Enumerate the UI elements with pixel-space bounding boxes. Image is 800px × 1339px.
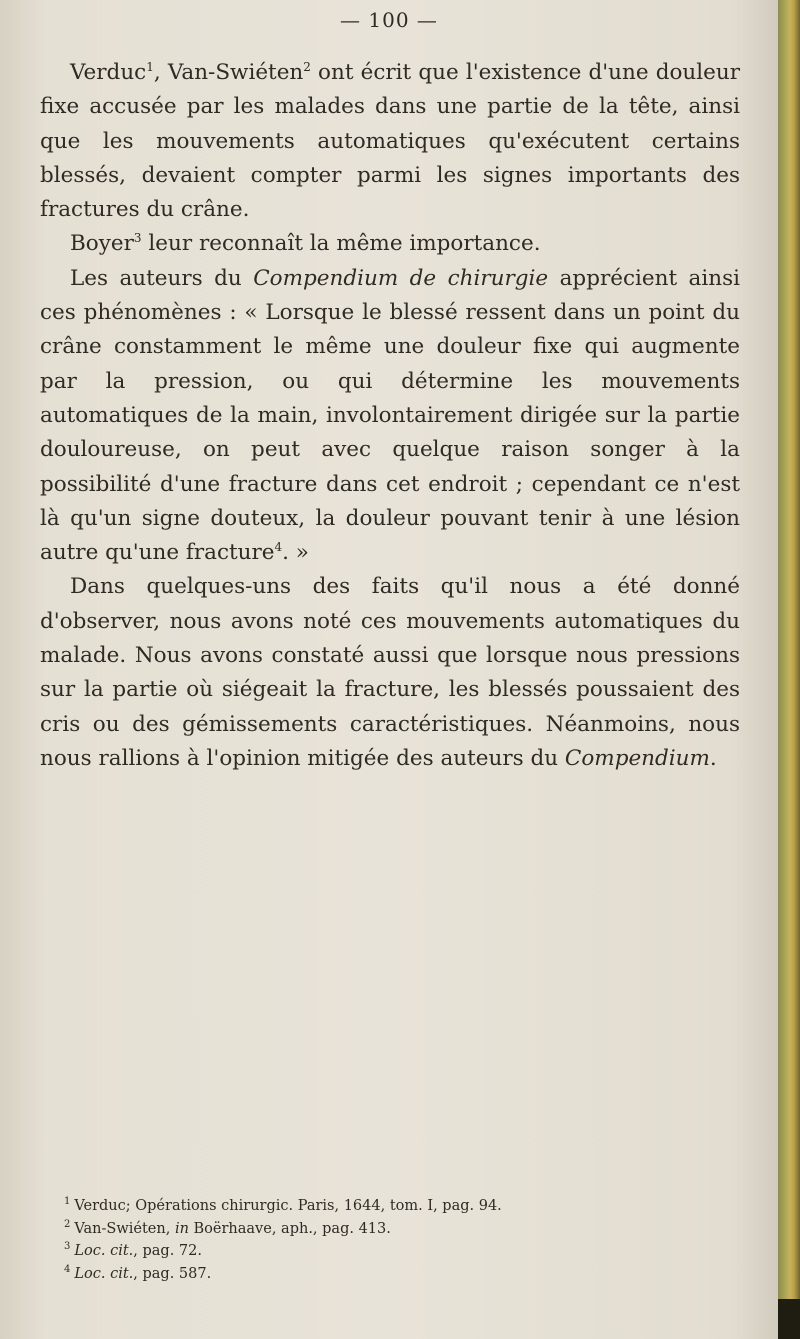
footnote (64, 1240, 740, 1263)
footnote-ref: 2 (303, 59, 311, 74)
footnote-number: 2 (64, 1218, 71, 1230)
text-run: . (709, 745, 717, 771)
footnote-number: 1 (64, 1196, 71, 1208)
text-run: apprécient ainsi ces phénomènes : « Lorsque le blessé ressent dans un point du crâne constamment le même une douleur fixe qui augmente par la pression, ou qui détermine les mouvements automatiques de la main, involontairement dirigée sur la partie douloureuse, on peut avec quelque raison songer à la possibilité d'une fracture dans cet endroit ; cependant ce n'est là qu'un signe douteux, la douleur pouvant tenir à une lésion autre qu'une fracture (40, 265, 740, 566)
italic-text: Compendium (564, 745, 710, 771)
body-text (40, 56, 740, 776)
text-run: . » (282, 540, 309, 566)
text-run: Boërhaave, aph., pag. 413. (188, 1220, 391, 1237)
footnote-ref: 1 (146, 59, 154, 74)
paragraph (40, 56, 740, 227)
footnotes (64, 1195, 740, 1285)
text-run: Verduc (70, 60, 147, 85)
italic-text: in (174, 1220, 189, 1237)
italic-text: Compendium de chirurgie (253, 265, 549, 291)
text-run: leur reconnaît la même importance. (141, 231, 541, 257)
page-number: — 100 — (340, 8, 438, 32)
text-run: ont écrit que l'existence d'une douleur fixe accusée par les malades dans une partie de la tête, ainsi que les mouvements automatiques qu'exécutent certains blessés, devaient compter parmi les signes importants des fractures du crâne. (40, 60, 740, 223)
text-run: Les auteurs du (70, 265, 254, 291)
paragraph (40, 227, 740, 261)
paragraph (40, 570, 740, 776)
footnote-text (74, 1266, 211, 1282)
text-run: Boyer (70, 231, 134, 257)
footnote-ref: 4 (274, 540, 283, 554)
text-run: Verduc; Opérations chirurgic. Paris, 1644, tom. I, pag. 94. (74, 1198, 502, 1214)
italic-text: Loc. cit. (74, 1243, 134, 1259)
text-run: Dans quelques-uns des faits qu'il nous a été donné d'observer, nous avons noté ces mouvements automatiques du malade. Nous avons constaté aussi que lorsque nous pressions sur la partie où siégeait la fracture, les blessés poussaient des cris ou des gémissements caractéristiques. Néanmoins, nous nous rallions à l'opinion mitigée des auteurs du (40, 574, 740, 771)
italic-text: Loc. cit. (74, 1265, 134, 1282)
footnote (64, 1195, 740, 1218)
footnote-number: 3 (64, 1241, 71, 1253)
text-run: , pag. 72. (133, 1243, 202, 1259)
footnote (64, 1263, 740, 1286)
footnote-number: 4 (64, 1263, 71, 1275)
footnote-text (74, 1221, 390, 1237)
book-edge (778, 0, 800, 1339)
footnote-ref: 3 (133, 231, 142, 246)
text-run: Van-Swiéten, (74, 1220, 175, 1237)
text-run: , pag. 587. (133, 1265, 212, 1282)
footnote-text (74, 1243, 202, 1259)
footnote (64, 1218, 740, 1241)
text-run: , Van-Swiéten (153, 60, 304, 85)
paragraph (40, 262, 740, 571)
footnote-text (74, 1198, 501, 1214)
